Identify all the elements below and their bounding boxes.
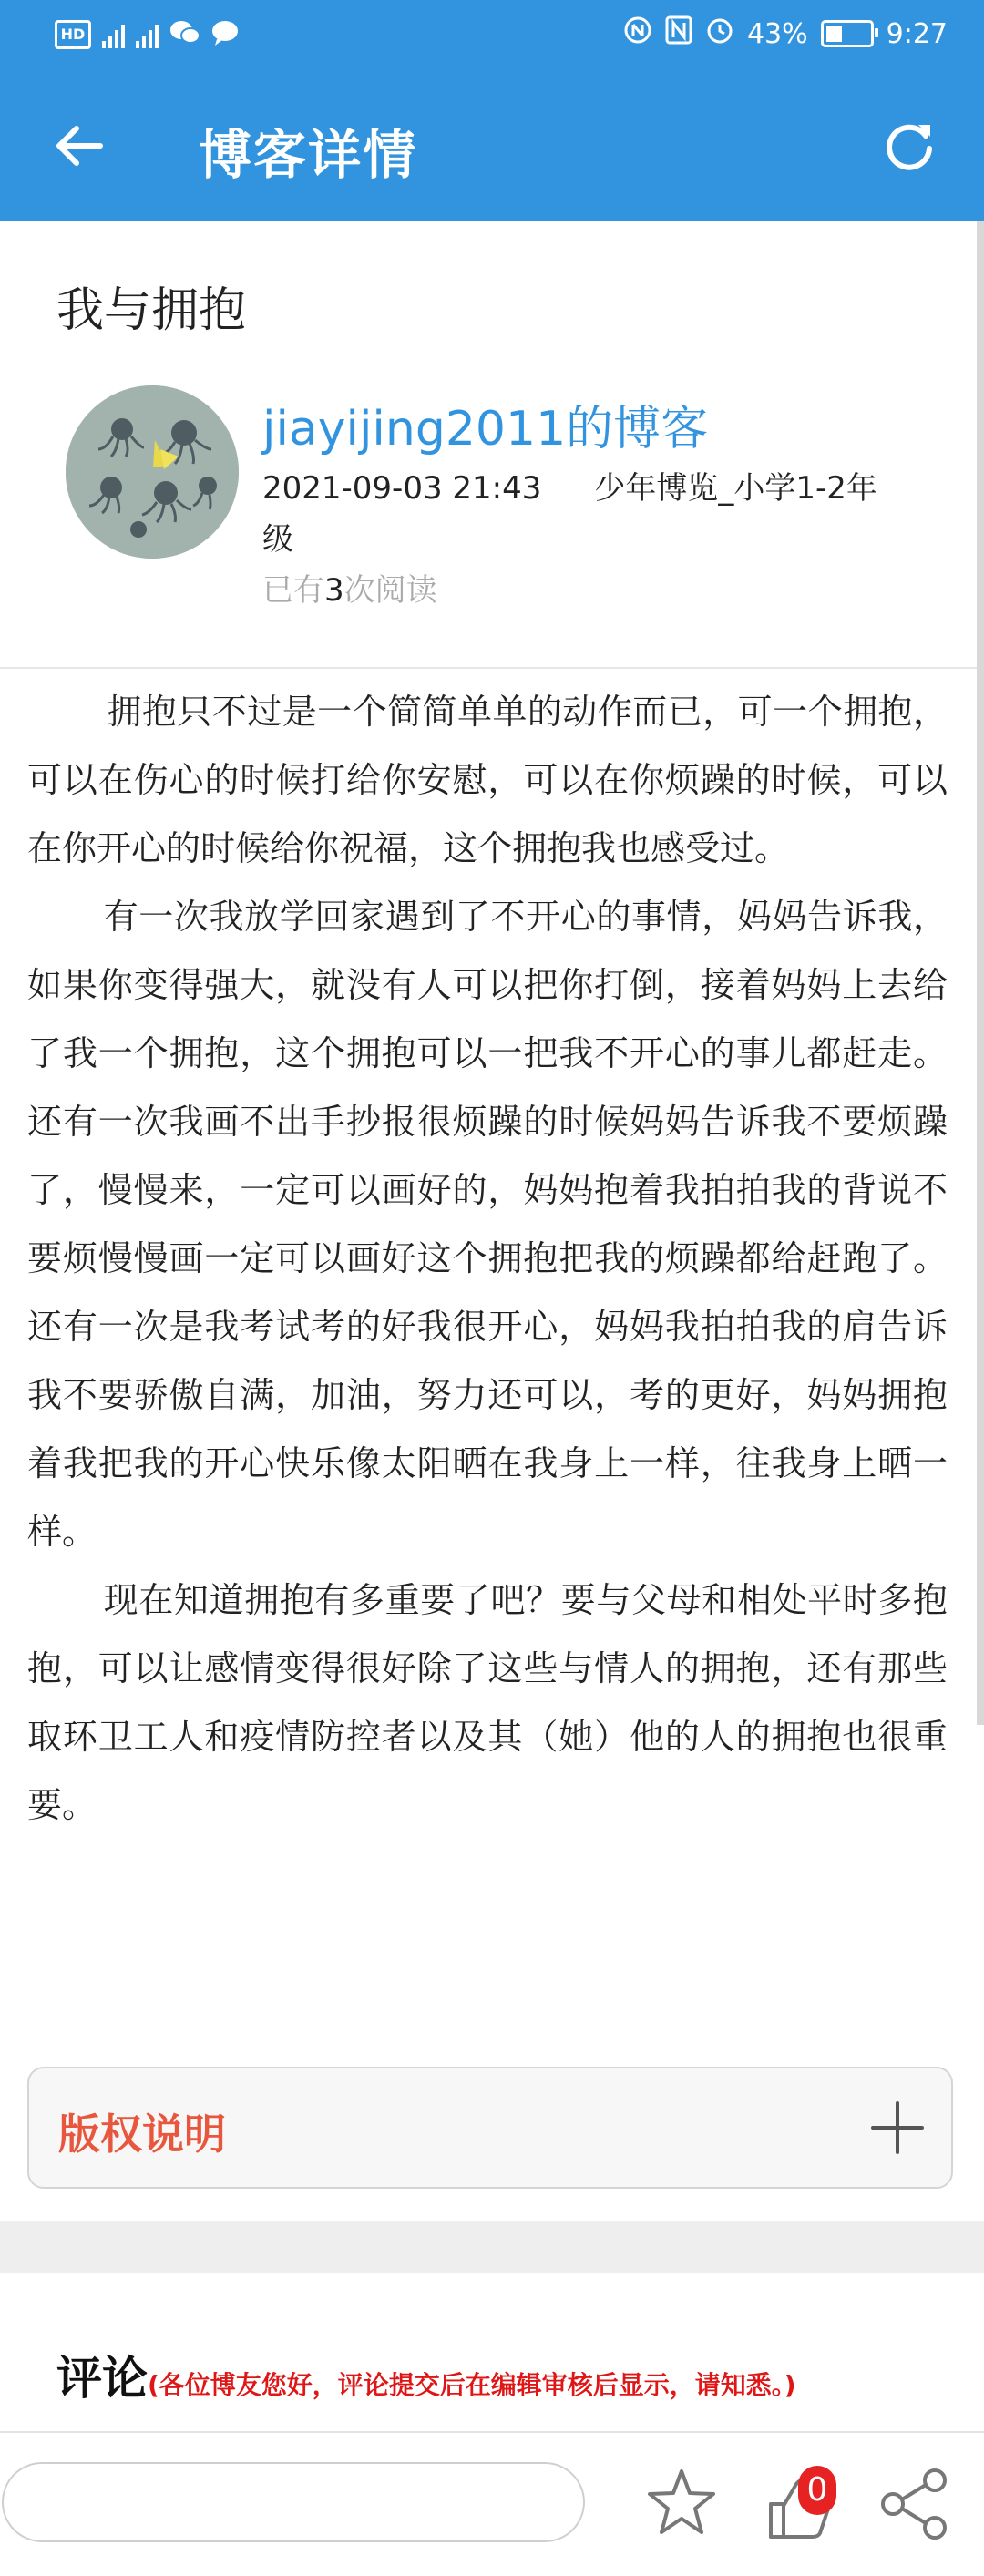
- post-meta: [262, 463, 900, 565]
- octopus-avatar-image: [66, 385, 239, 559]
- plus-icon[interactable]: [869, 2099, 926, 2156]
- message-icon: [211, 19, 239, 50]
- comment-input[interactable]: [2, 2462, 585, 2542]
- refresh-icon: [878, 114, 940, 176]
- app-header: [0, 68, 984, 221]
- comments-heading: [56, 2342, 796, 2407]
- back-button[interactable]: [47, 114, 111, 178]
- content-paragraph: 现在知道拥抱有多重要了吧？要与父母和相处平时多抱抱，可以让感情变得很好除了这些与情人的拥抱，还有那些取环卫工人和疫情防控者以及其（她）他的人的拥抱也很重要。: [27, 1580, 948, 1825]
- clock: 9:27: [886, 17, 948, 50]
- copyright-panel[interactable]: [27, 2067, 953, 2189]
- star-icon: [643, 2464, 720, 2540]
- status-bar: [0, 0, 984, 68]
- nfc-icon: [623, 15, 652, 52]
- share-button[interactable]: [876, 2466, 953, 2542]
- divider: [0, 667, 984, 669]
- content-paragraph: 有一次我放学回家遇到了不开心的事情，妈妈告诉我，如果你变得强大，就没有人可以把你打倒，接着妈妈上去给了我一个拥抱，这个拥抱可以一把我不开心的事儿都赶走。还有一次我画不出手抄报很烦躁的时候妈妈告诉我不要烦躁了，慢慢来，一定可以画好的，妈妈抱着我拍拍我的背说不要烦慢慢画一定可以画好这个拥抱把我的烦躁都给赶跑了。还有一次是我考试考的好我很开心，妈妈我拍拍我的肩告诉我不要骄傲自满，加油，努力还可以，考的更好，妈妈拥抱着我把我的开心快乐像太阳晒在我身上一样，往我身上晒一样。: [27, 897, 948, 1552]
- bottom-action-bar: [0, 2431, 984, 2576]
- status-right-icons: [623, 15, 948, 53]
- post-title: 我与拥抱: [56, 283, 247, 338]
- alarm-icon: [705, 15, 734, 52]
- page-title: 博客详情: [199, 124, 418, 186]
- reads-count: 3: [324, 572, 344, 609]
- status-left-icons: [55, 18, 239, 51]
- n-mark-icon: [665, 15, 692, 52]
- 4g-signal-icon: [102, 21, 125, 48]
- blog-name-link[interactable]: jiayijing2011的博客: [262, 402, 709, 457]
- wechat-icon: [169, 19, 200, 50]
- arrow-left-icon: [47, 114, 111, 178]
- battery-percent: 43%: [746, 17, 808, 50]
- read-count: [262, 565, 437, 610]
- reads-prefix: 已有: [262, 572, 324, 609]
- comments-note: (各位博友您好，评论提交后在编辑审核后显示，请知悉。): [148, 2370, 796, 2400]
- hd-icon: HD: [55, 20, 91, 49]
- copyright-label: 版权说明: [58, 2109, 226, 2159]
- content-paragraph: 拥抱只不过是一个简简单单的动作而已，可一个拥抱，可以在伤心的时候打给你安慰，可以在你烦躁的时候，可以在你开心的时候给你祝福，这个拥抱我也感受过。: [27, 692, 948, 868]
- post-content: [27, 678, 948, 1840]
- avatar[interactable]: [66, 385, 239, 559]
- refresh-button[interactable]: [878, 114, 940, 176]
- reads-suffix: 次阅读: [343, 572, 437, 609]
- scrollbar[interactable]: [977, 221, 984, 1725]
- favorite-button[interactable]: [643, 2464, 720, 2540]
- 4g-signal-icon-2: [136, 21, 159, 48]
- comments-title: 评论: [56, 2352, 148, 2405]
- like-count-badge: 0: [798, 2466, 836, 2515]
- post-datetime: 2021-09-03 21:43: [262, 470, 542, 507]
- post-category[interactable]: 少年博览_小学1-2年级: [262, 470, 877, 558]
- share-icon: [876, 2466, 953, 2542]
- battery-icon: [821, 20, 874, 47]
- section-separator: [0, 2221, 984, 2273]
